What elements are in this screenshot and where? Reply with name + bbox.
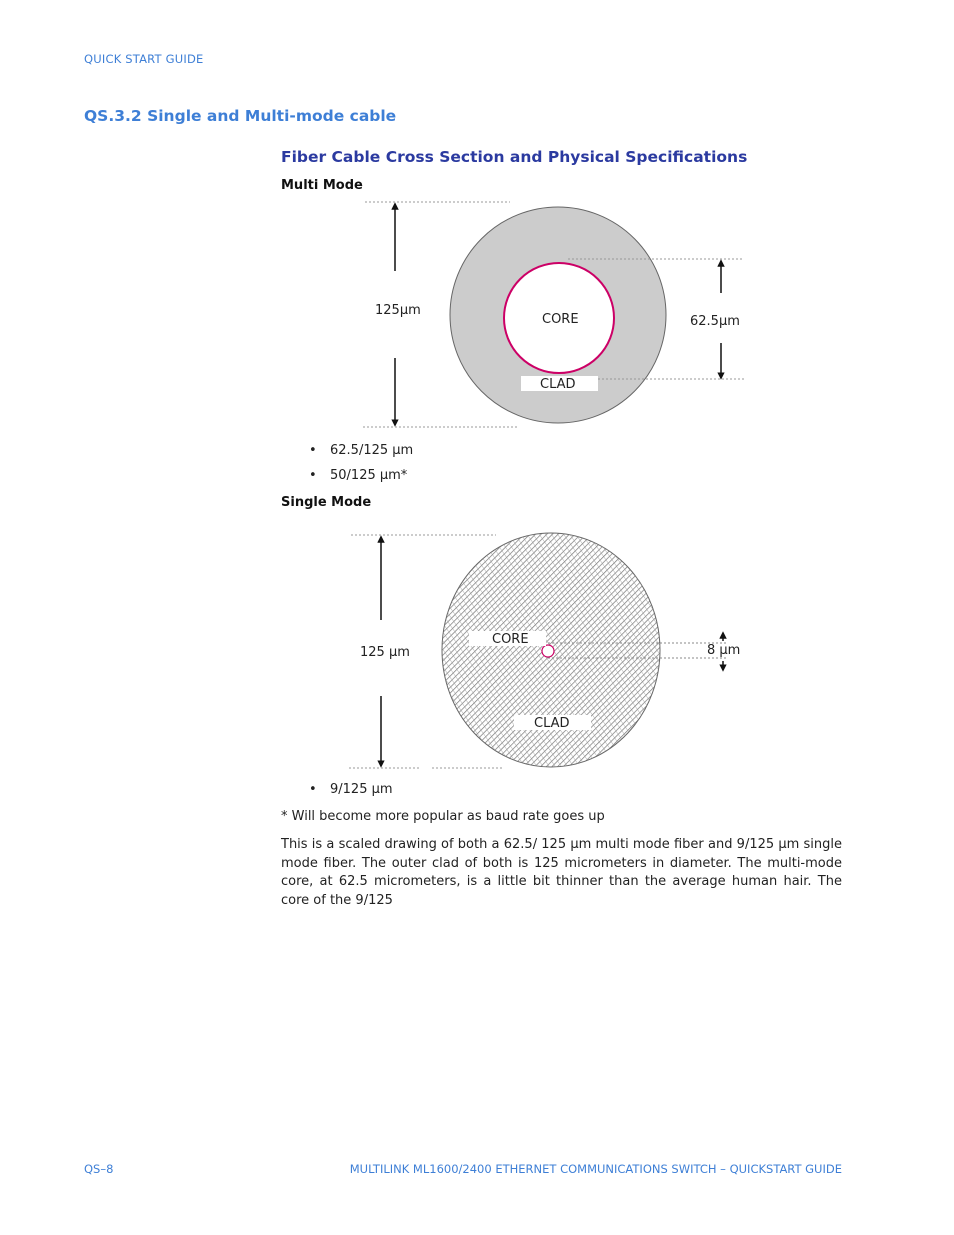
running-header: QUICK START GUIDE	[84, 52, 204, 66]
multi-mode-spec-list	[281, 442, 413, 492]
sm-core-label: CORE	[492, 632, 529, 647]
single-mode-spec-list	[281, 781, 393, 806]
footer-doc-title: MULTILINK ML1600/2400 ETHERNET COMMUNICATIONS SWITCH – QUICKSTART GUIDE	[349, 1162, 842, 1176]
footer-page-number: QS–8	[84, 1162, 114, 1176]
footnote: * Will become more popular as baud rate goes up	[281, 809, 605, 824]
single-mode-label: Single Mode	[281, 495, 372, 510]
mm-core-label: CORE	[542, 312, 579, 327]
multi-mode-label: Multi Mode	[281, 178, 363, 193]
sm-outer-diameter-label: 125 µm	[360, 645, 410, 660]
list-item: • 50/125 µm*	[281, 467, 413, 492]
mm-outer-diameter-label: 125µm	[375, 303, 421, 318]
list-item: • 62.5/125 µm	[281, 442, 413, 467]
sm-core-circle	[542, 645, 554, 657]
sm-core-diameter-label: 8 µm	[707, 643, 741, 658]
body-paragraph: This is a scaled drawing of both a 62.5/ 125 µm multi mode fiber and 9/125 µm single mode fiber. The outer clad of both is 125 micrometers in diameter. The multi-mode core, at 62.5 micrometers, is a little bit thinner than the average human hair. The core of the 9/125	[281, 837, 842, 908]
mm-clad-label: CLAD	[540, 377, 576, 392]
mm-core-diameter-label: 62.5µm	[690, 314, 740, 329]
section-heading: QS.3.2 Single and Multi-mode cable	[84, 107, 397, 125]
figure-title: Fiber Cable Cross Section and Physical Specifications	[281, 148, 748, 166]
sm-clad-label: CLAD	[534, 716, 570, 731]
list-item: • 9/125 µm	[281, 781, 393, 806]
